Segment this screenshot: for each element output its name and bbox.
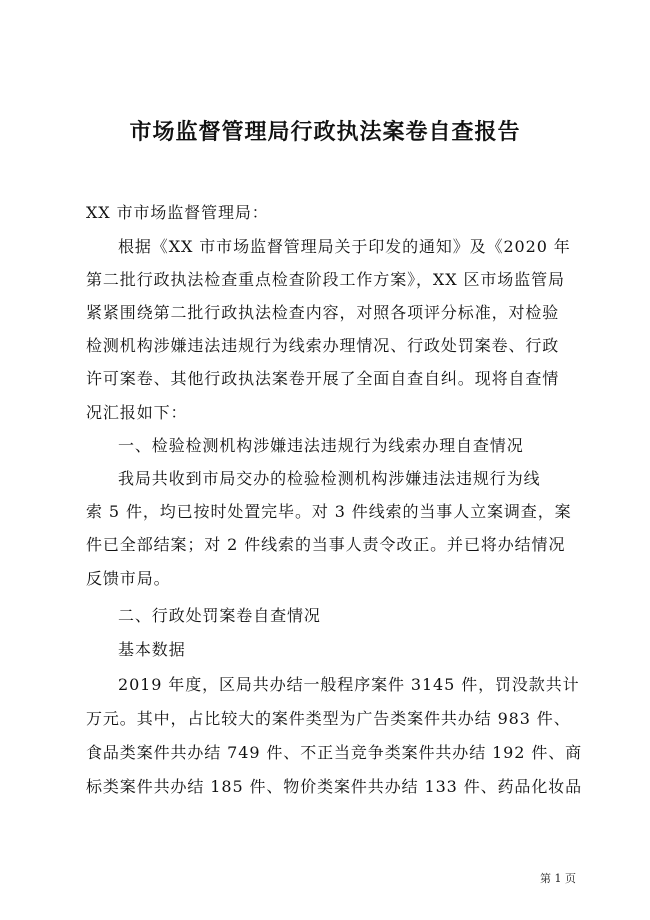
section-heading: 二、行政处罚案卷自查情况 bbox=[118, 606, 321, 625]
salutation: XX 市市场监督管理局： bbox=[86, 203, 269, 222]
page-number: 第 1 页 bbox=[540, 872, 576, 885]
paragraph-line: 根据《XX 市市场监督管理局关于印发的通知》及《2020 年 bbox=[118, 237, 571, 256]
paragraph-line: 检测机构涉嫌违法违规行为线索办理情况、行政处罚案卷、行政 bbox=[86, 336, 560, 355]
paragraph-line: 反馈市局。 bbox=[86, 569, 171, 588]
paragraph-line: 食品类案件共办结 749 件、不正当竞争类案件共办结 192 件、商 bbox=[86, 743, 583, 762]
paragraph-line: 许可案卷、其他行政执法案卷开展了全面自查自纠。现将自查情 bbox=[86, 369, 560, 388]
section-heading: 一、检验检测机构涉嫌违法违规行为线索办理自查情况 bbox=[118, 436, 524, 455]
document-title: 市场监督管理局行政执法案卷自查报告 bbox=[129, 119, 521, 145]
subsection-heading: 基本数据 bbox=[118, 640, 186, 659]
paragraph-line: 万元。其中，占比较大的案件类型为广告类案件共办结 983 件、 bbox=[86, 709, 571, 728]
paragraph-line: 第二批行政执法检查重点检查阶段工作方案》，XX 区市场监管局 bbox=[86, 270, 565, 289]
paragraph-line: 标类案件共办结 185 件、物价类案件共办结 133 件、药品化妆品 bbox=[86, 777, 583, 796]
paragraph-line: 紧紧围绕第二批行政执法检查内容，对照各项评分标准，对检验 bbox=[86, 303, 560, 322]
paragraph-line: 况汇报如下： bbox=[86, 403, 188, 422]
paragraph-line: 2019 年度，区局共办结一般程序案件 3145 件，罚没款共计 bbox=[118, 675, 580, 694]
paragraph-line: 我局共收到市局交办的检验检测机构涉嫌违法违规行为线 bbox=[118, 469, 541, 488]
paragraph-line: 件已全部结案；对 2 件线索的当事人责令改正。并已将办结情况 bbox=[86, 535, 566, 554]
paragraph-line: 索 5 件，均已按时处置完毕。对 3 件线索的当事人立案调查，案 bbox=[86, 502, 572, 521]
